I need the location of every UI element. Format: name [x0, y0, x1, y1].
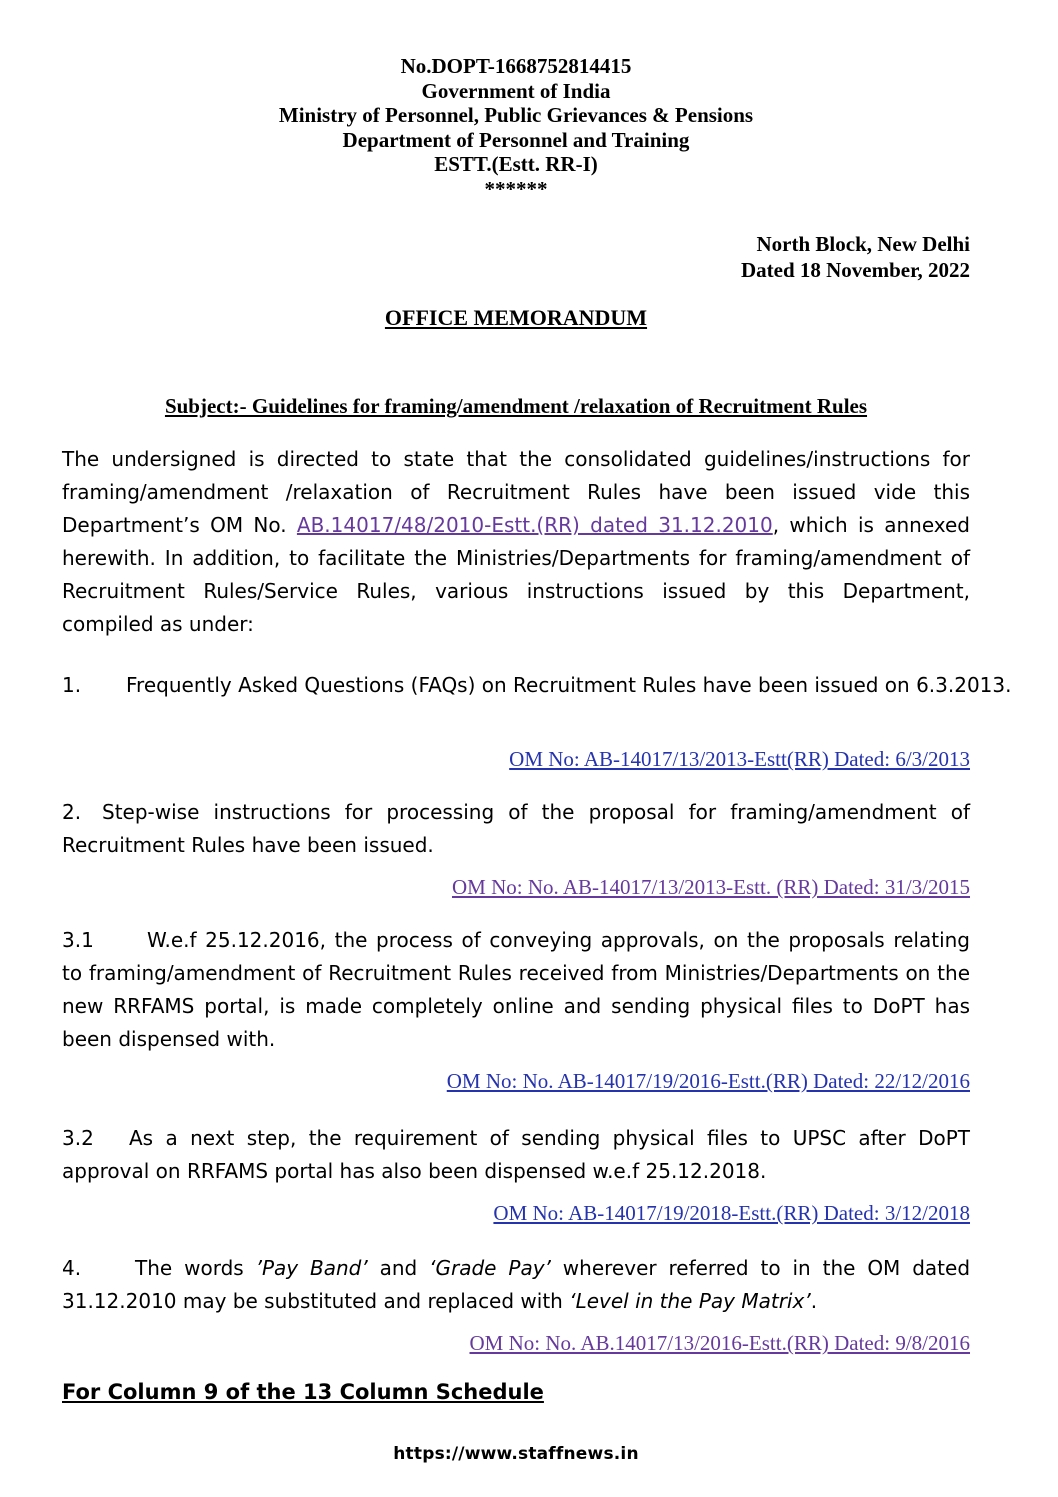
- item-4-italic-grade-pay: ‘Grade Pay’: [429, 1256, 551, 1280]
- para-item-2: [62, 796, 970, 862]
- intro-text-before: The undersigned is directed to state that the consolidated guidelines/instructions for framing/amendment /relaxation of Recruitment Rules have been issued vide this Department’s OM No.: [62, 447, 970, 537]
- om-link-row-5: [62, 1330, 970, 1356]
- section-heading-column-9: For Column 9 of the 13 Column Schedule: [62, 1380, 544, 1404]
- om-link-2018-upsc[interactable]: OM No: AB-14017/19/2018-Estt.(RR) Dated: 3/12/2018: [493, 1201, 970, 1225]
- item-3-1-text: W.e.f 25.12.2016, the process of conveying approvals, on the proposals relating to framing/amendment of Recruitment Rules received from Ministries/Departments on the new RRFAMS portal, is made completely online and sending physical files to DoPT has been dispensed with.: [62, 928, 970, 1051]
- om-link-row-4: [62, 1200, 970, 1226]
- org-line-section: ESTT.(Estt. RR-I): [434, 152, 598, 176]
- para-item-4: [62, 1252, 970, 1318]
- item-4-text-before: The words: [135, 1256, 256, 1280]
- item-4-text-mid-2: wherever referred to in the OM dated 31.12.2010 may be substituted and replaced with: [62, 1256, 971, 1313]
- staffnews-watermark: https://www.staffnews.in: [393, 1444, 639, 1464]
- om-link-2010-inline[interactable]: AB.14017/48/2010-Estt.(RR) dated 31.12.2010: [296, 513, 773, 537]
- place-date-block: [62, 231, 970, 283]
- org-line-ministry: Ministry of Personnel, Public Grievances & Pensions: [278, 103, 754, 127]
- subject-line: [62, 393, 970, 419]
- om-link-row-1: [62, 746, 970, 772]
- para-item-3-2: [62, 1122, 970, 1188]
- para-item-3-1: [62, 924, 970, 1056]
- om-link-2015-stepwise[interactable]: OM No: No. AB-14017/13/2013-Estt. (RR) Dated: 31/3/2015: [452, 875, 970, 899]
- org-line-department: Department of Personnel and Training: [342, 127, 690, 152]
- place-line: North Block, New Delhi: [756, 232, 970, 256]
- header-asterisks-divider: ******: [484, 176, 548, 201]
- item-4-text-mid-1: and: [367, 1256, 430, 1280]
- item-1-number: 1.: [62, 673, 82, 697]
- item-4-italic-pay-band: ’Pay Band’: [255, 1256, 368, 1280]
- memo-title-text: OFFICE MEMORANDUM: [384, 305, 648, 330]
- item-4-number: 4.: [62, 1256, 82, 1280]
- document-header: [62, 54, 970, 201]
- item-3-2-text: As a next step, the requirement of sending physical files to UPSC after DoPT approval on RRFAMS portal has also been dispensed w.e.f 25.12.2018.: [62, 1126, 970, 1183]
- item-2-number: 2.: [62, 800, 82, 824]
- item-2-text: Step-wise instructions for processing of the proposal for framing/amendment of Recruitment Rules have been issued.: [62, 800, 970, 857]
- org-line-government: Government of India: [421, 78, 611, 103]
- para-item-1: [62, 669, 1012, 702]
- reference-number: No.DOPT-1668752814415: [400, 54, 632, 78]
- date-line: Dated 18 November, 2022: [740, 258, 970, 282]
- om-link-row-2: [62, 874, 970, 900]
- om-link-2013-faq[interactable]: OM No: AB-14017/13/2013-Estt(RR) Dated: 6/3/2013: [509, 747, 970, 771]
- item-1-text: Frequently Asked Questions (FAQs) on Recruitment Rules have been issued on 6.3.2013.: [126, 673, 1012, 697]
- subject-text: Subject:- Guidelines for framing/amendment /relaxation of Recruitment Rules: [164, 394, 868, 418]
- om-link-2016-pay-matrix[interactable]: OM No: No. AB.14017/13/2016-Estt.(RR) Dated: 9/8/2016: [469, 1331, 970, 1355]
- om-link-2016-rrfams[interactable]: OM No: No. AB-14017/19/2016-Estt.(RR) Dated: 22/12/2016: [446, 1069, 970, 1093]
- intro-text-after: , which is annexed herewith. In addition, to facilitate the Ministries/Departments for framing/amendment of Recruitment Rules/Service Rules, various instructions issued by this Department, compiled as under:: [62, 513, 971, 636]
- memo-title: [62, 305, 970, 331]
- item-4-text-after: .: [810, 1289, 818, 1313]
- om-link-row-3: [62, 1068, 970, 1094]
- item-4-italic-pay-matrix: ‘Level in the Pay Matrix’: [569, 1289, 811, 1313]
- item-3-1-number: 3.1: [62, 928, 94, 952]
- intro-paragraph: [62, 443, 970, 641]
- item-3-2-number: 3.2: [62, 1126, 94, 1150]
